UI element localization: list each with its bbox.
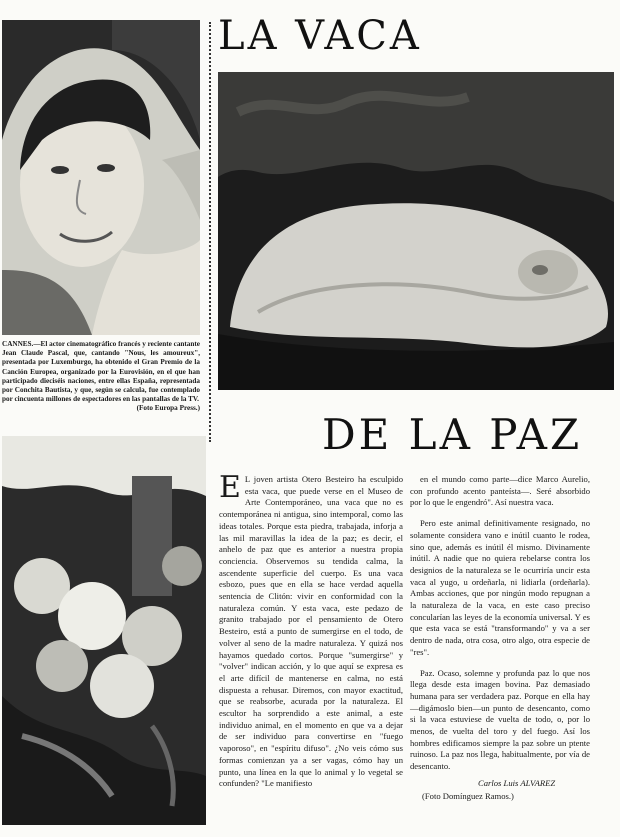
- headline-top: LA VACA: [218, 13, 422, 59]
- article-paragraph: en el mundo como parte—dice Marco Aurelio, con profundo acento panteísta—. Seré absorbido por lo que le engendró". Así nuestra vaca.: [410, 474, 590, 508]
- article-column-right: [410, 474, 590, 773]
- article-column-left: [219, 474, 403, 814]
- portrait-caption: [2, 340, 200, 414]
- author-signature: Carlos Luis ALVAREZ: [478, 778, 556, 788]
- article-text: L joven artista Otero Besteiro ha esculpido esta vaca, que puede verse en el Museo de Arte Contemporáneo, una vaca que no es contemporánea ni antigua, sino intemporal, como las ideas totales. Porque esta piedra, trabajada, inforja a las mil maravillas la idea de la paz; es decir, el anhelo de paz que es anterior a nuestra propia conciencia. Observemos su tendida calma, la ascendente superficie del cuerpo. Es una vaca esbozo, pues que en ella se hace verdad aquella sentencia de Clitón: vivir en conformidad con la naturaleza común. Y esta vaca, este pedazo de granito trabajado por el pensamiento de Otero Besteiro, está a punto de sumergirse en el todo, de volver al seno de la madre naturaleza. Y quizá nos hayamos quedado cortos. Porque "sumergirse" y "volver" indican acción, y lo que aquí se expresa es el arte difícil de mantenerse en calma, no está dispuesta a rehusar. Diremos, con mayor exactitud, que se reabsorbe, acurada por la naturaleza. El escultor ha sorprendido a este animal, a este individuo animal, en el momento en que va a dejar de ser individuo para convertirse en "fuego vaporoso", en "espíritu difuso". ¿No veis cómo sus formas comienzan ya a ser vagas, cómo hay un punto, una línea en la que lo animal y lo vegetal se confunden? "Le manifiesto: [219, 474, 403, 789]
- article-paragraph: [219, 474, 403, 790]
- article-paragraph: Paz. Ocaso, solemne y profunda paz lo que nos llega desde esta imagen bovina. Paz demasiado humana para ser verdadera paz. Porque en ella hay—digámoslo bien—un punto de desencanto, como si la vaca estuviese de vuelta de todo, o, por lo menos, de vuelta del toro y del fuego. Así los hombres edificamos siempre la paz sobre un ptente ruinoso. La paz nos llega, habitualmente, por vía de desencanto.: [410, 667, 590, 772]
- column-divider: [209, 22, 211, 442]
- portrait-photo: [2, 20, 200, 335]
- headline-bottom: DE LA PAZ: [322, 410, 583, 459]
- caption-credit: (Foto Europa Press.): [136, 404, 200, 413]
- article-paragraph: Pero este animal definitivamente resignado, no solamente considera vano e inútil cuanto le rodea, sino que, además es inútil él mismo. Divinamente inútil. A nadie que no quiera rebelarse contra los designios de la naturaleza se le ocurriría uncir esta vaca al yugo, u ordeñarla, ni lidiarla (ordeñarla). Ambas acciones, que por ningún modo repugnan a la naturaleza de la vaca, en este caso preciso concularían las leyes de la economía universal. Y es que esta vaca se está "transformando" y va a ser dentro de nada, otra cosa, otro algo, otra especie de "res".: [410, 518, 590, 657]
- flower-altar-photo: [2, 436, 206, 825]
- photo-credit: (Foto Domínguez Ramos.): [422, 791, 514, 801]
- caption-text: CANNES.—El actor cinematográfico francés y reciente cantante Jean Claude Pascal, que, cantando "Nous, les amoureux", presentada por Luxemburgo, ha obtenido el Gran Premio de la Canción Europea, organizado por la Eurovisión, en el que han participado dieciséis naciones, entre ellas España, representada por Conchita Bautista, y que, según se calcula, fue contemplado por cincuenta millones de espectadores en las pantallas de la TV.: [2, 340, 200, 404]
- cow-sculpture-photo: [218, 72, 614, 390]
- dropcap: E: [219, 474, 241, 505]
